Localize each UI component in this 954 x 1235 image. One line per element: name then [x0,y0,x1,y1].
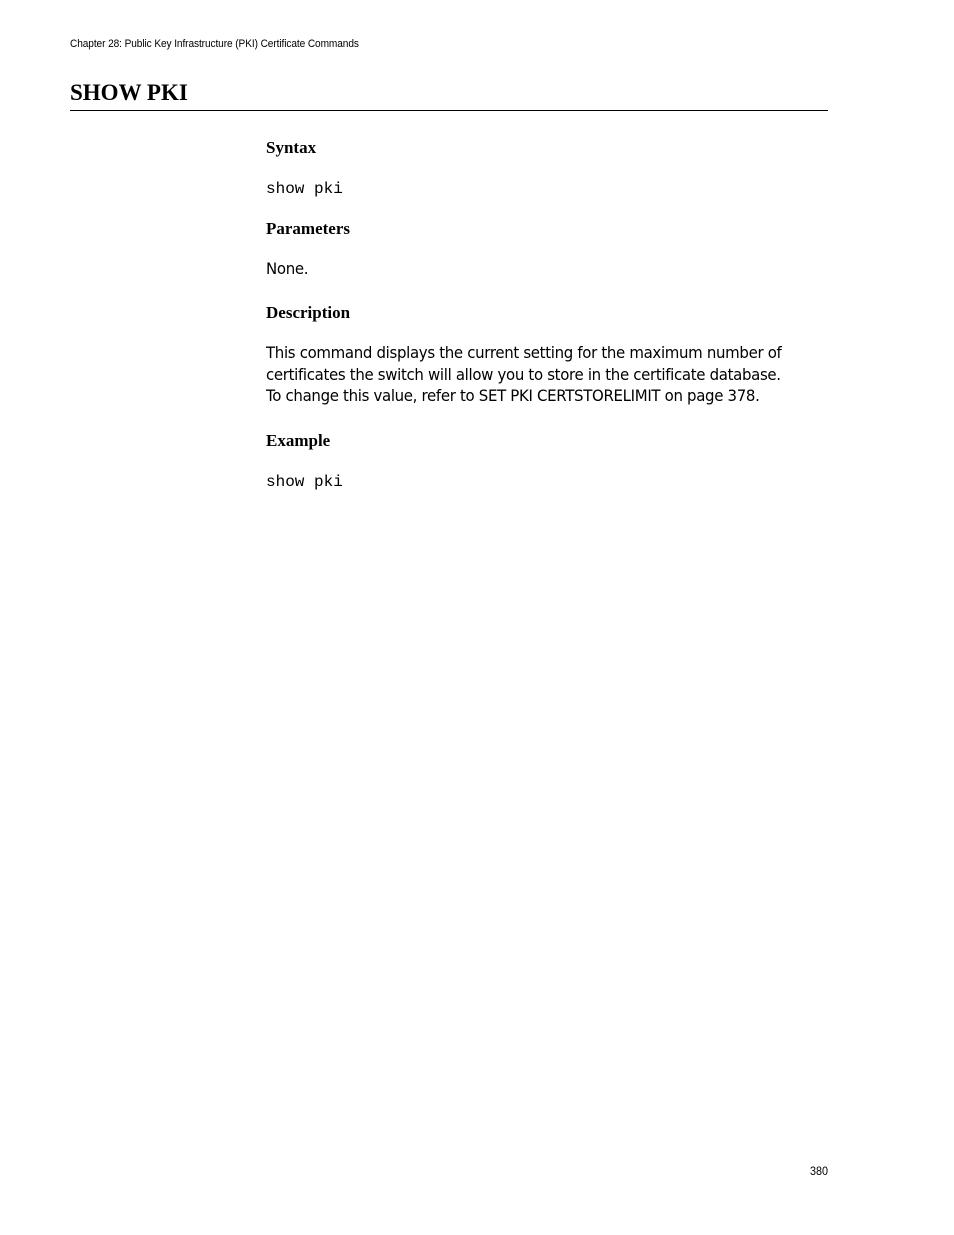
parameters-heading: Parameters [266,219,351,238]
description-line: This command displays the current setting for the maximum number of [266,343,782,362]
parameters-text: None. [266,259,309,278]
title-rule [70,110,828,111]
page-number: 380 [809,1164,828,1178]
example-code: show pki [266,473,343,491]
description-heading: Description [266,303,351,322]
running-header: Chapter 28: Public Key Infrastructure (PKI) Certificate Commands [70,38,359,50]
page-title: SHOW PKI [70,80,188,105]
syntax-heading: Syntax [266,138,317,157]
description-line: certificates the switch will allow you to store in the certificate database. [266,364,781,384]
syntax-code: show pki [266,180,343,198]
description-text [266,342,781,407]
example-heading: Example [266,431,331,450]
description-line: To change this value, refer to SET PKI CERTSTORELIMIT on page 378. [266,386,760,405]
